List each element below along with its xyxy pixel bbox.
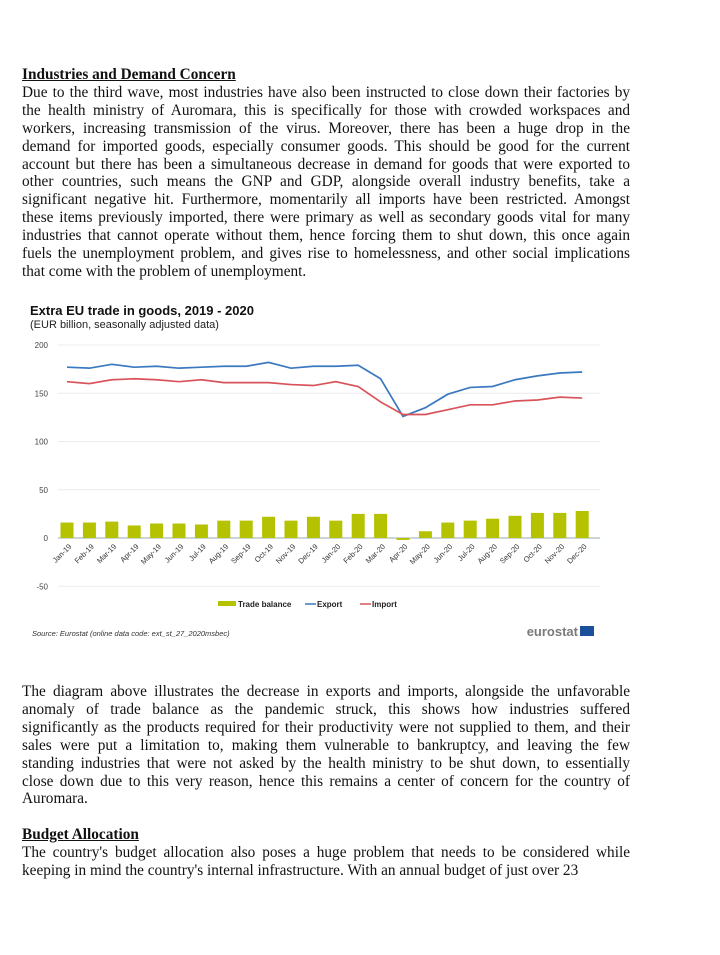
x-tick-label: Aug-20 (475, 542, 500, 566)
x-tick-label: Jun-19 (162, 542, 186, 565)
y-tick-label: 100 (34, 437, 48, 447)
section-diagram-discussion (22, 683, 630, 808)
bar-trade-balance (374, 514, 387, 538)
bar-trade-balance (531, 513, 544, 538)
text-line: industries that cannot operate without them, hence forcing them to shut down, this once again (22, 227, 630, 245)
legend-swatch-trade-balance (218, 601, 236, 606)
text-line: significantly as the products required for their productivity were not supplied to them, and their (22, 718, 630, 736)
x-tick-label: Sep-19 (229, 542, 253, 566)
x-tick-label: May-19 (138, 542, 164, 567)
bar-trade-balance (307, 517, 320, 538)
x-tick-label: Jan-20 (319, 542, 343, 565)
x-tick-label: Jul-20 (455, 542, 477, 563)
x-tick-label: Apr-20 (387, 542, 410, 565)
bar-trade-balance (486, 519, 499, 538)
text-line: demand for imported goods, especially consumer goods. This should be good for the current (22, 137, 630, 155)
bar-trade-balance (61, 523, 74, 538)
line-export (67, 362, 582, 416)
paragraph (22, 683, 630, 808)
text-line: The country's budget allocation also poses a huge problem that needs to be considered while (22, 843, 630, 861)
bar-trade-balance (553, 513, 566, 538)
bar-trade-balance (509, 516, 522, 538)
text-line: workers, increasing transmission of the virus. Moreover, there has been a huge drop in the (22, 119, 630, 137)
bar-trade-balance (83, 523, 96, 538)
legend-label: Import (372, 600, 397, 609)
eu-flag-icon (580, 626, 594, 636)
x-tick-label: Feb-20 (341, 542, 365, 566)
x-tick-label: Jun-20 (431, 542, 455, 565)
trade-chart (0, 295, 720, 645)
bar-trade-balance (150, 524, 163, 538)
y-tick-label: 0 (43, 534, 48, 543)
x-tick-label: Nov-20 (542, 542, 567, 566)
y-tick-label: 200 (34, 341, 48, 350)
chart-title: Extra EU trade in goods, 2019 - 2020 (30, 303, 254, 318)
x-tick-label: Jan-19 (50, 542, 74, 565)
x-tick-label: Oct-20 (521, 542, 544, 565)
x-tick-label: Sep-20 (497, 542, 522, 566)
legend-label: Export (317, 600, 343, 609)
x-tick-label: Mar-19 (95, 542, 119, 566)
paragraph (22, 84, 630, 281)
bar-trade-balance (441, 523, 454, 538)
x-tick-label: Jul-19 (186, 542, 208, 563)
text-line: sales were put a limitation to, making them vulnerable to bankruptcy, and leaving the few (22, 736, 630, 754)
bar-trade-balance (173, 524, 186, 538)
text-line: these items previously imported, there were primary as well as secondary goods vital for many (22, 209, 630, 227)
bar-trade-balance (217, 521, 230, 538)
text-line: other countries, such means the GNP and GDP, alongside overall industry benefits, take a (22, 173, 630, 191)
section-industries (22, 66, 630, 281)
bar-trade-balance (329, 521, 342, 538)
text-line: significant negative hit. Furthermore, momentarily all imports have been restricted. Amongst (22, 191, 630, 209)
legend-label: Trade balance (238, 600, 292, 609)
bar-trade-balance (576, 511, 589, 538)
x-tick-label: Mar-20 (363, 542, 388, 566)
y-tick-label: 50 (39, 485, 48, 495)
bar-trade-balance (464, 521, 477, 538)
x-tick-label: Nov-19 (273, 542, 298, 566)
y-tick-label: -50 (36, 582, 48, 592)
bar-trade-balance (105, 522, 118, 538)
text-line: that come with the problem of unemployment. (22, 262, 307, 280)
chart-source: Source: Eurostat (online data code: ext_st_27_2020msbec) (32, 629, 230, 638)
text-line: the health ministry of Auromara, this is specifically for those with crowded workspaces and (22, 101, 630, 119)
x-tick-label: Feb-19 (72, 542, 96, 566)
bar-trade-balance (195, 524, 208, 538)
text-line: account but there has been a simultaneous decrease in demand for goods that were exported to (22, 155, 630, 173)
section-heading: Industries and Demand Concern (22, 66, 236, 83)
paragraph (22, 844, 630, 880)
x-tick-label: May-20 (407, 542, 432, 567)
text-line: anomaly of trade balance as the pandemic struck, this shows how industries suffered (22, 700, 630, 718)
text-line: Due to the third wave, most industries have also been instructed to close down their factories by (22, 83, 630, 101)
bar-trade-balance (240, 521, 253, 538)
x-tick-label: Apr-19 (118, 542, 141, 565)
bar-trade-balance (128, 525, 141, 538)
text-line: fuels the unemployment problem, and gives rise to homelessness, and other social implications (22, 245, 630, 263)
x-tick-label: Dec-20 (565, 542, 589, 566)
text-line: standing industries that were not asked by the health ministry to be shut down, to essentially (22, 754, 630, 772)
bar-trade-balance (397, 538, 410, 540)
x-tick-label: Aug-19 (206, 542, 231, 566)
bar-trade-balance (352, 514, 365, 538)
chart-subtitle: (EUR billion, seasonally adjusted data) (30, 319, 219, 331)
bar-trade-balance (285, 521, 298, 538)
text-line: The diagram above illustrates the decrease in exports and imports, alongside the unfavorable (22, 683, 630, 700)
text-line: Auromara. (22, 790, 88, 808)
text-line: keeping in mind the country's internal infrastructure. With an annual budget of just over 23 (22, 861, 579, 879)
y-tick-label: 150 (34, 389, 48, 399)
text-line: close down due to this very reason, hence this remains a center of concern for the country of (22, 772, 630, 790)
eurostat-logo: eurostat (526, 624, 578, 639)
section-heading: Budget Allocation (22, 826, 139, 843)
bar-trade-balance (419, 531, 432, 538)
section-budget (22, 826, 630, 880)
x-tick-label: Dec-19 (296, 542, 320, 566)
bar-trade-balance (262, 517, 275, 538)
line-import (67, 379, 582, 415)
x-tick-label: Oct-19 (252, 542, 276, 565)
